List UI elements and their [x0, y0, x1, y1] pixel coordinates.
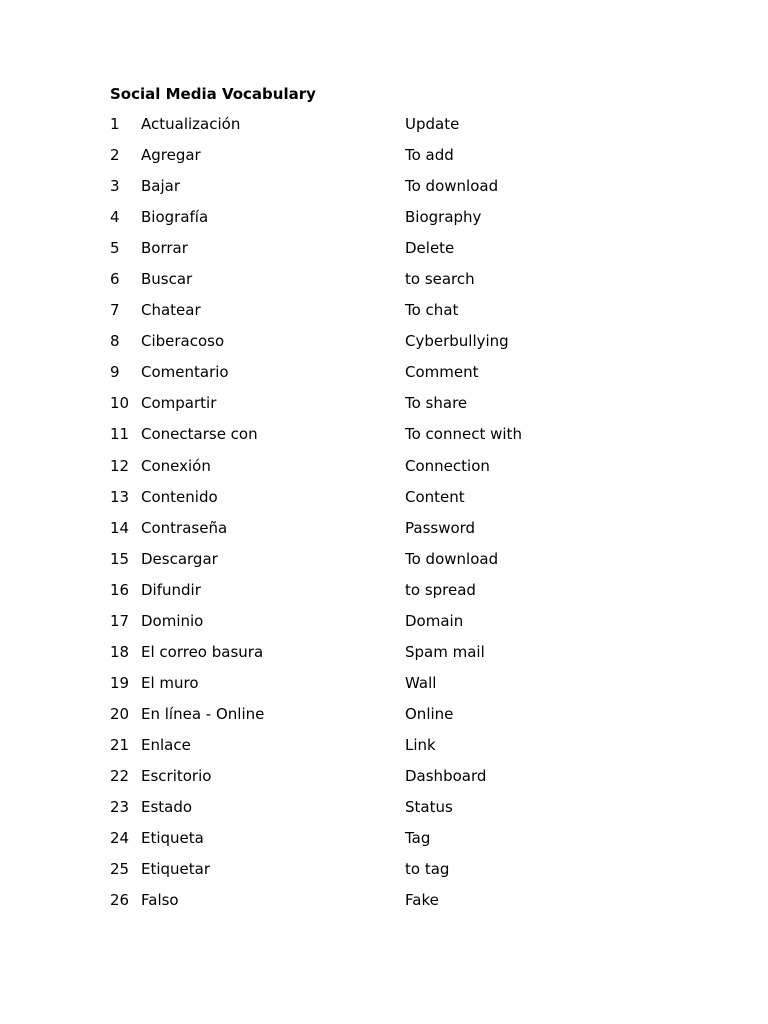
- list-item: [110, 176, 670, 207]
- english-translation: Fake: [405, 891, 439, 910]
- list-item: [110, 145, 670, 176]
- item-number: 8: [110, 332, 120, 351]
- list-item: [110, 642, 670, 673]
- spanish-term: Conectarse con: [141, 425, 258, 444]
- list-item: [110, 766, 670, 797]
- spanish-term: Contraseña: [141, 518, 228, 537]
- list-item: [110, 828, 670, 859]
- spanish-term: El correo basura: [141, 642, 264, 661]
- item-number: 24: [110, 829, 130, 848]
- item-number: 3: [110, 177, 120, 196]
- list-item: [110, 207, 670, 238]
- item-number: 5: [110, 239, 120, 258]
- english-translation: Dashboard: [405, 766, 487, 785]
- spanish-term: Enlace: [141, 735, 191, 754]
- item-number: 1: [110, 115, 120, 133]
- item-number: 14: [110, 518, 130, 537]
- english-translation: To download: [405, 549, 499, 568]
- item-number: 7: [110, 301, 120, 320]
- item-number: 21: [110, 735, 130, 754]
- list-item: [110, 269, 670, 300]
- item-number: 22: [110, 766, 130, 785]
- item-number: 23: [110, 798, 130, 817]
- english-translation: Update: [405, 115, 460, 133]
- item-number: 15: [110, 549, 130, 568]
- item-number: 6: [110, 270, 120, 289]
- spanish-term: Difundir: [141, 580, 201, 599]
- list-item: [110, 456, 670, 487]
- spanish-term: Biografía: [141, 208, 209, 227]
- item-number: 2: [110, 146, 120, 165]
- vocabulary-list: [110, 114, 670, 921]
- spanish-term: Compartir: [141, 394, 217, 413]
- list-item: [110, 580, 670, 611]
- list-item: [110, 673, 670, 704]
- list-item: [110, 859, 670, 890]
- item-number: 11: [110, 425, 130, 444]
- spanish-term: Etiquetar: [141, 860, 211, 879]
- spanish-term: Etiqueta: [141, 829, 204, 848]
- item-number: 20: [110, 704, 130, 723]
- item-number: 9: [110, 363, 120, 382]
- spanish-term: Contenido: [141, 487, 218, 506]
- spanish-term: Dominio: [141, 611, 204, 630]
- english-translation: To chat: [405, 301, 459, 320]
- spanish-term: Falso: [141, 891, 179, 910]
- english-translation: Content: [405, 487, 465, 506]
- english-translation: Domain: [405, 611, 464, 630]
- spanish-term: Comentario: [141, 363, 229, 382]
- item-number: 17: [110, 611, 130, 630]
- spanish-term: El muro: [141, 673, 199, 692]
- english-translation: Status: [405, 798, 453, 817]
- list-item: [110, 735, 670, 766]
- item-number: 10: [110, 394, 130, 413]
- english-translation: Connection: [405, 456, 490, 475]
- spanish-term: Conexión: [141, 456, 211, 475]
- spanish-term: Actualización: [141, 115, 241, 133]
- spanish-term: Estado: [141, 798, 193, 817]
- english-translation: To share: [405, 394, 468, 413]
- english-translation: to spread: [405, 580, 476, 599]
- english-translation: to tag: [405, 860, 450, 879]
- item-number: 4: [110, 208, 120, 227]
- list-item: [110, 549, 670, 580]
- english-translation: To connect with: [405, 425, 522, 444]
- item-number: 13: [110, 487, 130, 506]
- list-item: [110, 518, 670, 549]
- english-translation: to search: [405, 270, 475, 289]
- item-number: 16: [110, 580, 130, 599]
- list-item: [110, 797, 670, 828]
- list-item: [110, 611, 670, 642]
- english-translation: Delete: [405, 239, 455, 258]
- item-number: 18: [110, 642, 130, 661]
- spanish-term: En línea - Online: [141, 704, 265, 723]
- english-translation: Password: [405, 518, 476, 537]
- spanish-term: Agregar: [141, 146, 201, 165]
- english-translation: Wall: [405, 673, 437, 692]
- spanish-term: Borrar: [141, 239, 188, 258]
- list-item: [110, 331, 670, 362]
- spanish-term: Bajar: [141, 177, 181, 196]
- english-translation: Cyberbullying: [405, 332, 509, 351]
- item-number: 12: [110, 456, 130, 475]
- spanish-term: Buscar: [141, 270, 193, 289]
- list-item: [110, 238, 670, 269]
- english-translation: To download: [405, 177, 499, 196]
- spanish-term: Escritorio: [141, 766, 212, 785]
- item-number: 25: [110, 860, 130, 879]
- english-translation: Online: [405, 704, 454, 723]
- english-translation: To add: [405, 146, 454, 165]
- list-item: [110, 393, 670, 424]
- spanish-term: Chatear: [141, 301, 201, 320]
- list-item: [110, 487, 670, 518]
- list-item: [110, 890, 670, 921]
- list-item: [110, 114, 670, 145]
- item-number: 26: [110, 891, 130, 910]
- english-translation: Tag: [405, 829, 431, 848]
- spanish-term: Ciberacoso: [141, 332, 225, 351]
- page-title: Social Media Vocabulary: [110, 85, 316, 103]
- english-translation: Comment: [405, 363, 479, 382]
- list-item: [110, 704, 670, 735]
- english-translation: Biography: [405, 208, 482, 227]
- english-translation: Link: [405, 735, 436, 754]
- item-number: 19: [110, 673, 130, 692]
- list-item: [110, 362, 670, 393]
- spanish-term: Descargar: [141, 549, 218, 568]
- list-item: [110, 424, 670, 455]
- list-item: [110, 300, 670, 331]
- english-translation: Spam mail: [405, 642, 485, 661]
